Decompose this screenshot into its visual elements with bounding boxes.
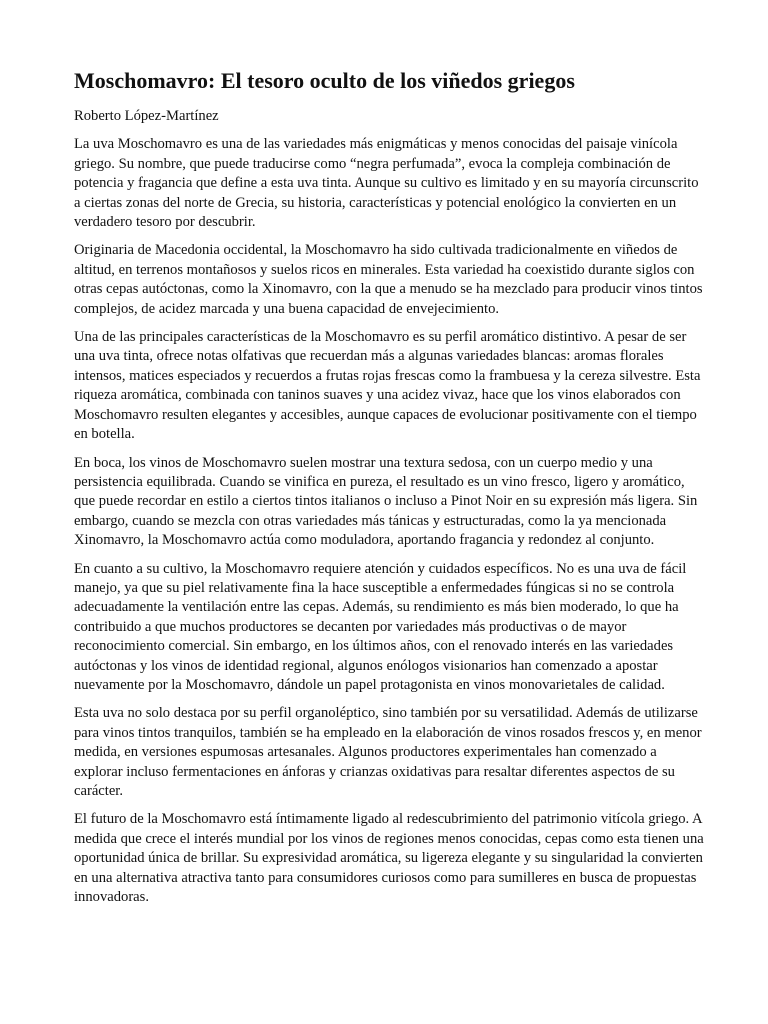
body-paragraph-7: El futuro de la Moschomavro está íntimamente ligado al redescubrimiento del patrimonio vitícola griego. A medida que crece el interés mundial por los vinos de regiones menos conocidas, cepas como esta tienen una oportunidad única de brillar. Su expresividad aromática, su ligereza elegante y su singularidad la convierten en una alternativa atractiva tanto para consumidores curiosos como para sumilleres en busca de propuestas innovadoras. xyxy=(74,811,704,906)
body-paragraph-1: La uva Moschomavro es una de las variedades más enigmáticas y menos conocidas del paisaje vinícola griego. Su nombre, que puede traducirse como “negra perfumada”, evoca la compleja combinación de potencia y fragancia que define a esta uva tinta. Aunque su cultivo es limitado y en su mayoría circunscrito a ciertas zonas del norte de Grecia, su historia, características y potencial enológico la convierten en un verdadero tesoro por descubrir. xyxy=(74,136,699,231)
body-paragraph-6: Esta uva no solo destaca por su perfil organoléptico, sino también por su versatilidad. Además de utilizarse para vinos tintos tranquilos, también se ha empleado en la elaboración de vinos rosados frescos y, en menor medida, en versiones espumosas artesanales. Algunos productores experimentales han comenzado a explorar incluso fermentaciones en ánforas y crianzas oxidativas para resaltar diferentes aspectos de su carácter. xyxy=(74,705,702,799)
body-paragraph-5: En cuanto a su cultivo, la Moschomavro requiere atención y cuidados específicos. No es una uva de fácil manejo, ya que su piel relativamente fina la hace susceptible a enfermedades fúngicas si no se controla adecuadamente la ventilación entre las cepas. Además, su rendimiento es más bien moderado, lo que ha contribuido a que muchos productores se decanten por variedades más productivas o de mayor reconocimiento comercial. Sin embargo, en los últimos años, con el renovado interés en las variedades autóctonas y los vinos de identidad regional, algunos enólogos visionarios han comenzado a apostar nuevamente por la Moschomavro, dándole un papel protagonista en vinos monovarietales de calidad. xyxy=(74,560,687,693)
body-paragraph-4: En boca, los vinos de Moschomavro suelen mostrar una textura sedosa, con un cuerpo medio y una persistencia equilibrada. Cuando se vinifica en pureza, el resultado es un vino fresco, ligero y aromático, que puede recordar en estilo a ciertos tintos italianos o incluso a Pinot Noir en su expresión más ligera. Sin embargo, cuando se mezcla con otras variedades más tánicas y estructuradas, como la ya mencionada Xinomavro, la Moschomavro actúa como moduladora, aportando fragancia y redondez al conjunto. xyxy=(74,454,698,549)
document-page xyxy=(74,66,704,907)
body-paragraph-2: Originaria de Macedonia occidental, la Moschomavro ha sido cultivada tradicionalmente en viñedos de altitud, en terrenos montañosos y suelos ricos en minerales. Esta variedad ha coexistido durante siglos con otras cepas autóctonas, como la Xinomavro, con la que a menudo se ha mezclado para producir vinos tintos complejos, de acidez marcada y una buena capacidad de envejecimiento. xyxy=(74,242,703,317)
document-author: Roberto López-Martínez xyxy=(74,108,219,124)
document-title: Moschomavro: El tesoro oculto de los viñedos griegos xyxy=(74,68,575,93)
body-paragraph-3: Una de las principales características de la Moschomavro es su perfil aromático distintivo. A pesar de ser una uva tinta, ofrece notas olfativas que recuerdan más a algunas variedades blancas: aromas florales intensos, matices especiados y recuerdos a frutas rojas frescas como la frambuesa y la cereza silvestre. Esta riqueza aromática, combinada con taninos suaves y una acidez vivaz, hace que los vinos elaborados con Moschomavro resulten elegantes y accesibles, aunque capaces de evolucionar positivamente con el tiempo en botella. xyxy=(74,329,701,443)
